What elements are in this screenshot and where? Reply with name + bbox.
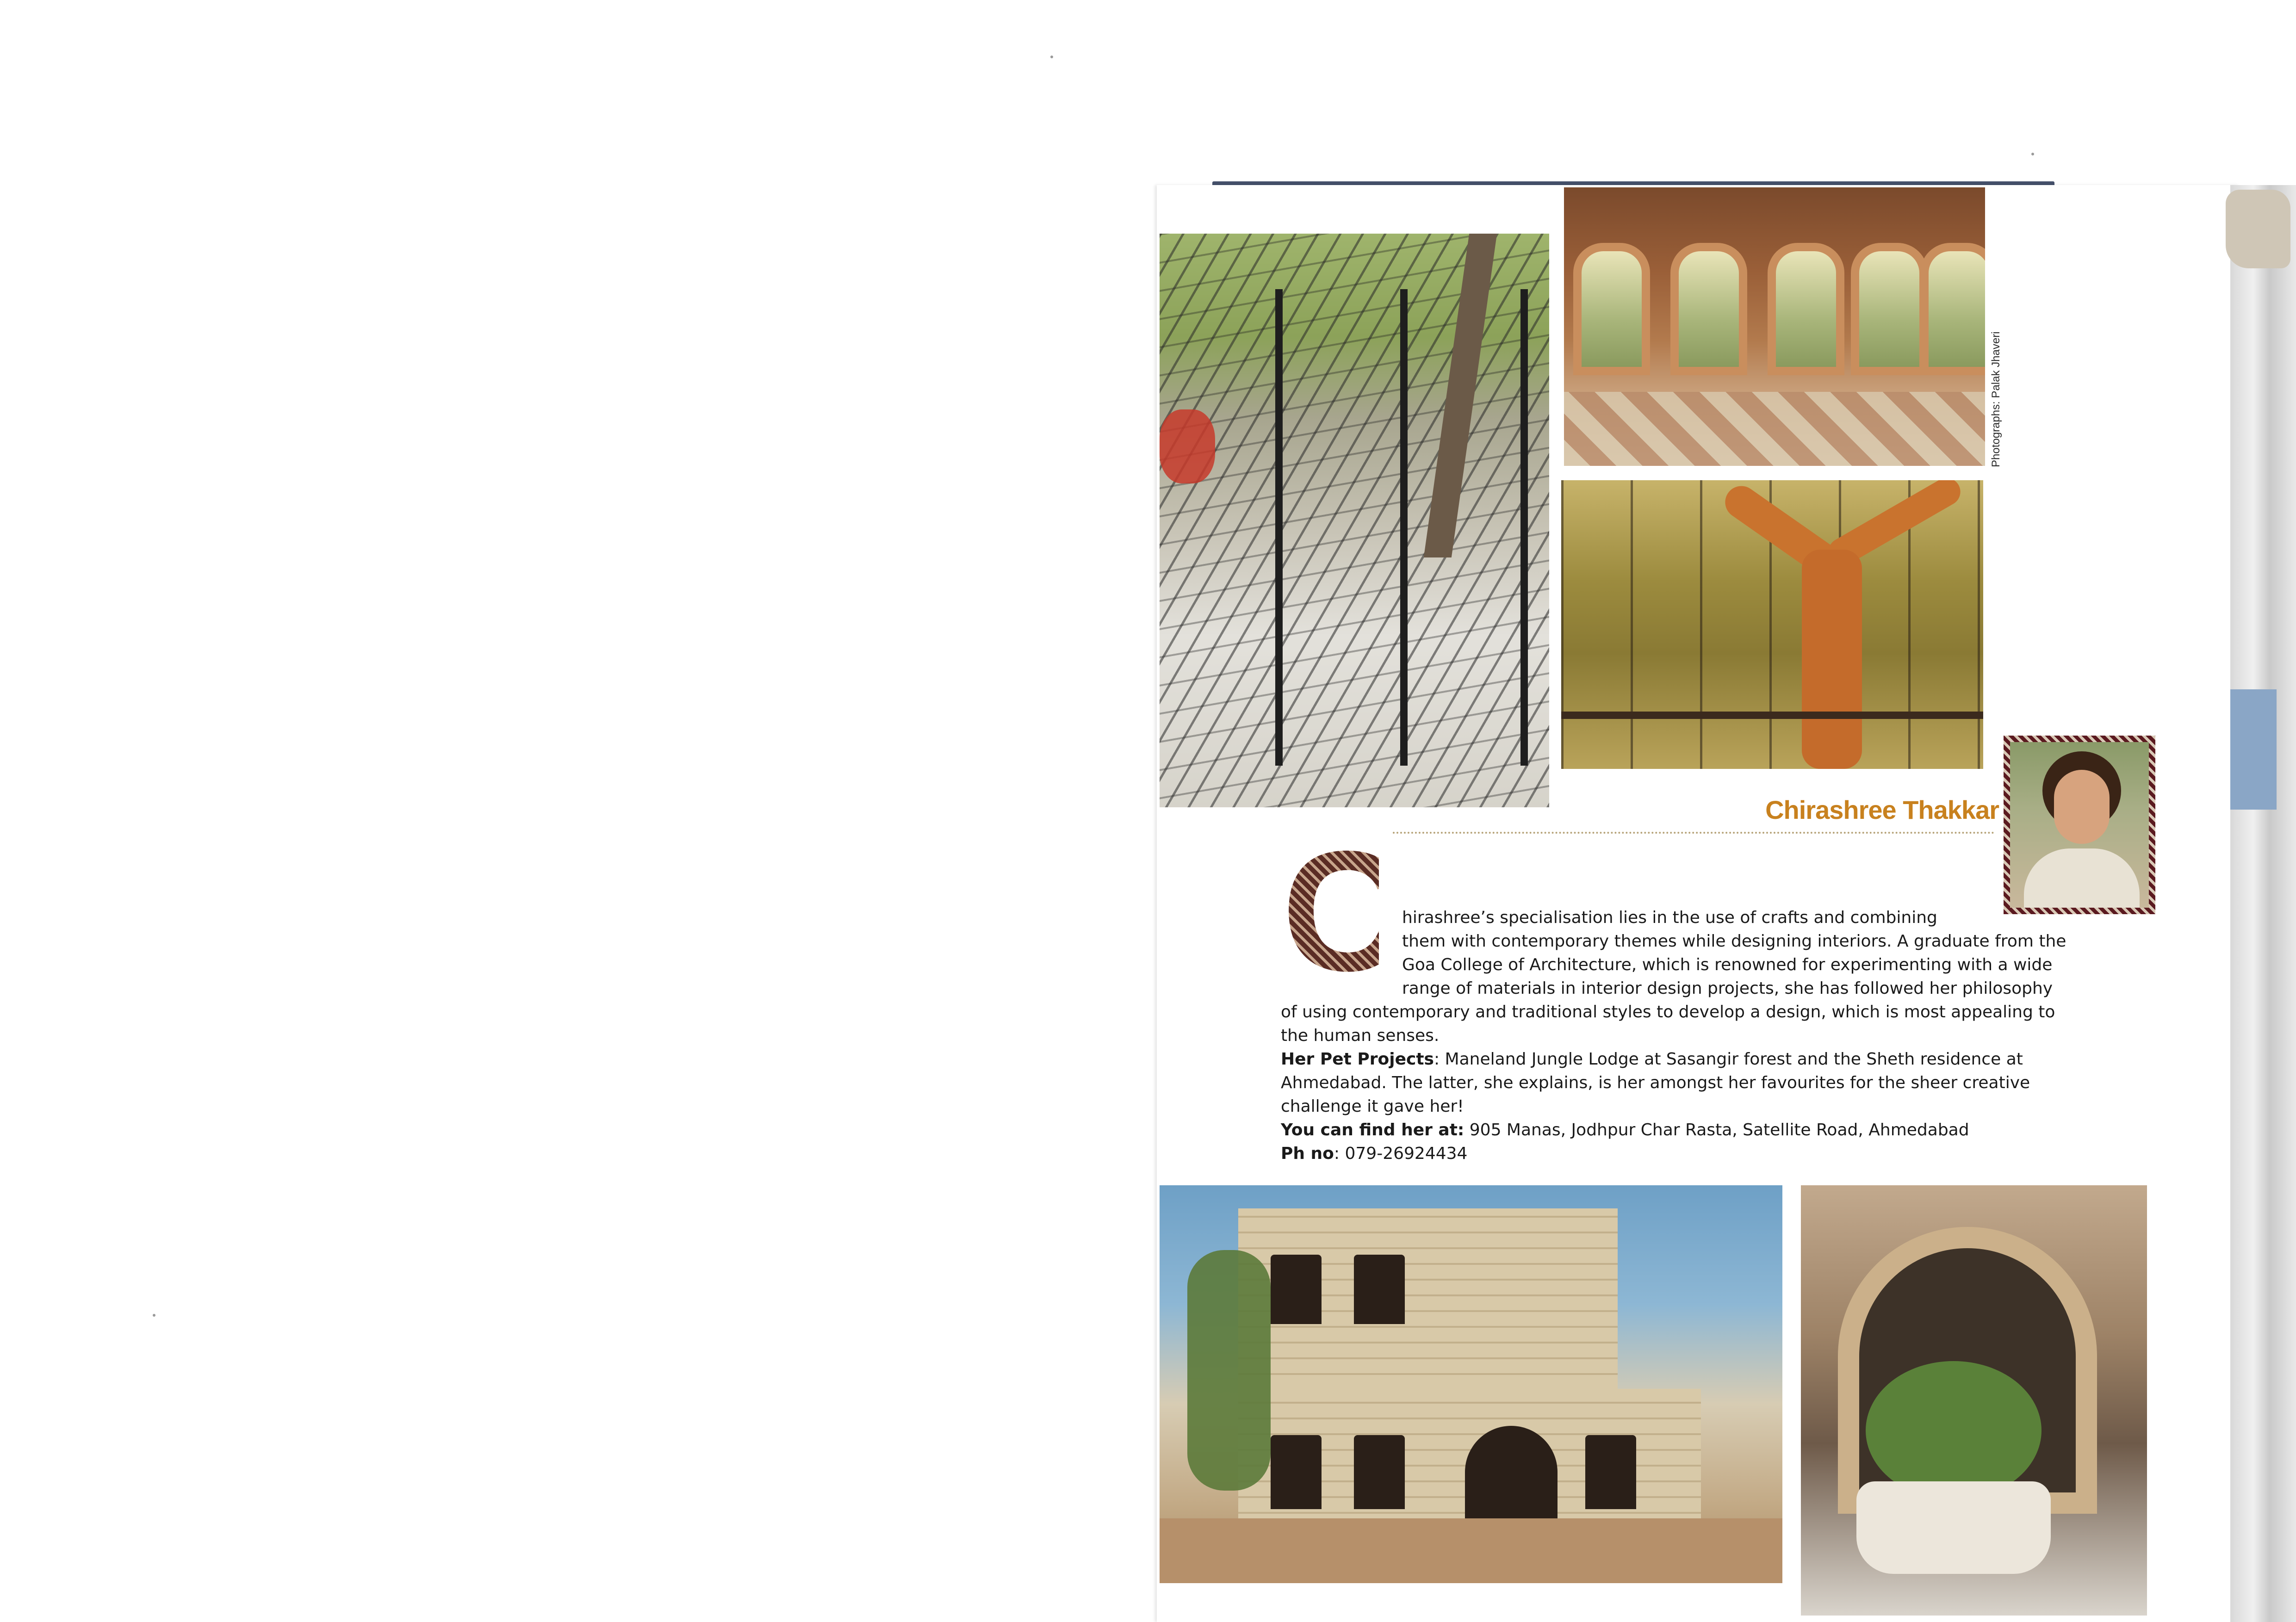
phone-label: Ph no [1281,1144,1334,1163]
address-label: You can find her at: [1281,1121,1464,1139]
pet-projects-text: : Maneland Jungle Lodge at Sasangir forest and the Sheth residence at [1433,1050,2023,1069]
designer-name-heading: Chirashree Thakkar [1765,795,1999,824]
ground [1160,1518,1782,1583]
window [1271,1255,1322,1324]
phone-value: : 079-26924434 [1334,1144,1468,1163]
arch [1920,243,1985,375]
designer-portrait-photo [2010,742,2149,908]
pet-projects-line [1281,1047,2023,1071]
doorway [1465,1426,1558,1528]
intro-line: the human senses. [1281,1026,1440,1045]
scan-speck [1050,56,1053,58]
address-value: 905 Manas, Jodhpur Char Rasta, Satellite Road, Ahmedabad [1464,1121,1969,1139]
drop-cap: C [1282,816,1406,1007]
stained-glass-tree-photo [1561,480,1983,769]
intro-line: of using contemporary and traditional styles to develop a design, which is most appealing to [1281,1003,2055,1021]
dotted-divider [1393,832,1994,834]
window-sill [1561,712,1983,719]
stone-house-photo [1160,1185,1782,1583]
phone-line [1281,1142,1467,1165]
arch [1573,243,1650,375]
intro-line: them with contemporary themes while designing interiors. A graduate from the [1402,932,2066,951]
arch [1851,243,1928,375]
intro-line: range of materials in interior design projects, she has followed her philosophy [1402,979,2053,998]
wrought-iron-gate-photo [1160,234,1549,807]
arch [1670,243,1747,375]
gate-bar [1400,289,1408,766]
gate-bar [1275,289,1283,766]
arched-verandah-photo [1564,187,1985,466]
glass-trunk [1802,550,1862,769]
pet-projects-line: challenge it gave her! [1281,1097,1464,1116]
pet-projects-line: Ahmedabad. The latter, she explains, is her amongst her favourites for the sheer creative [1281,1073,2030,1092]
page-stack-edge [2230,185,2296,1622]
portrait-shirt [2024,848,2140,908]
checkered-floor [1564,392,1985,466]
bougainvillea [1160,409,1215,483]
window [1271,1435,1322,1509]
scan-speck [153,1314,155,1317]
arch [1768,243,1844,375]
intro-line: Goa College of Architecture, which is renowned for experimenting with a wide [1402,955,2053,974]
stone-urn [1856,1481,2051,1574]
intro-line: hirashree’s specialisation lies in the use of crafts and combining [1402,908,1937,927]
torn-corner [2226,190,2290,268]
courtyard-arch-photo [1801,1185,2147,1616]
gate-bar [1520,289,1528,766]
portrait-face [2054,770,2110,844]
palm-plant [1866,1361,2042,1500]
tree [1187,1250,1271,1491]
window [1354,1435,1405,1509]
address-line [1281,1118,1969,1142]
window [1354,1255,1405,1324]
tree-trunk [1424,234,1497,557]
scan-speck [2031,153,2034,155]
page-edge-tab [2230,689,2277,810]
pet-projects-label: Her Pet Projects [1281,1050,1434,1069]
photo-credit: Photographs: Palak Jhaveri [1990,331,2002,467]
window [1585,1435,1636,1509]
